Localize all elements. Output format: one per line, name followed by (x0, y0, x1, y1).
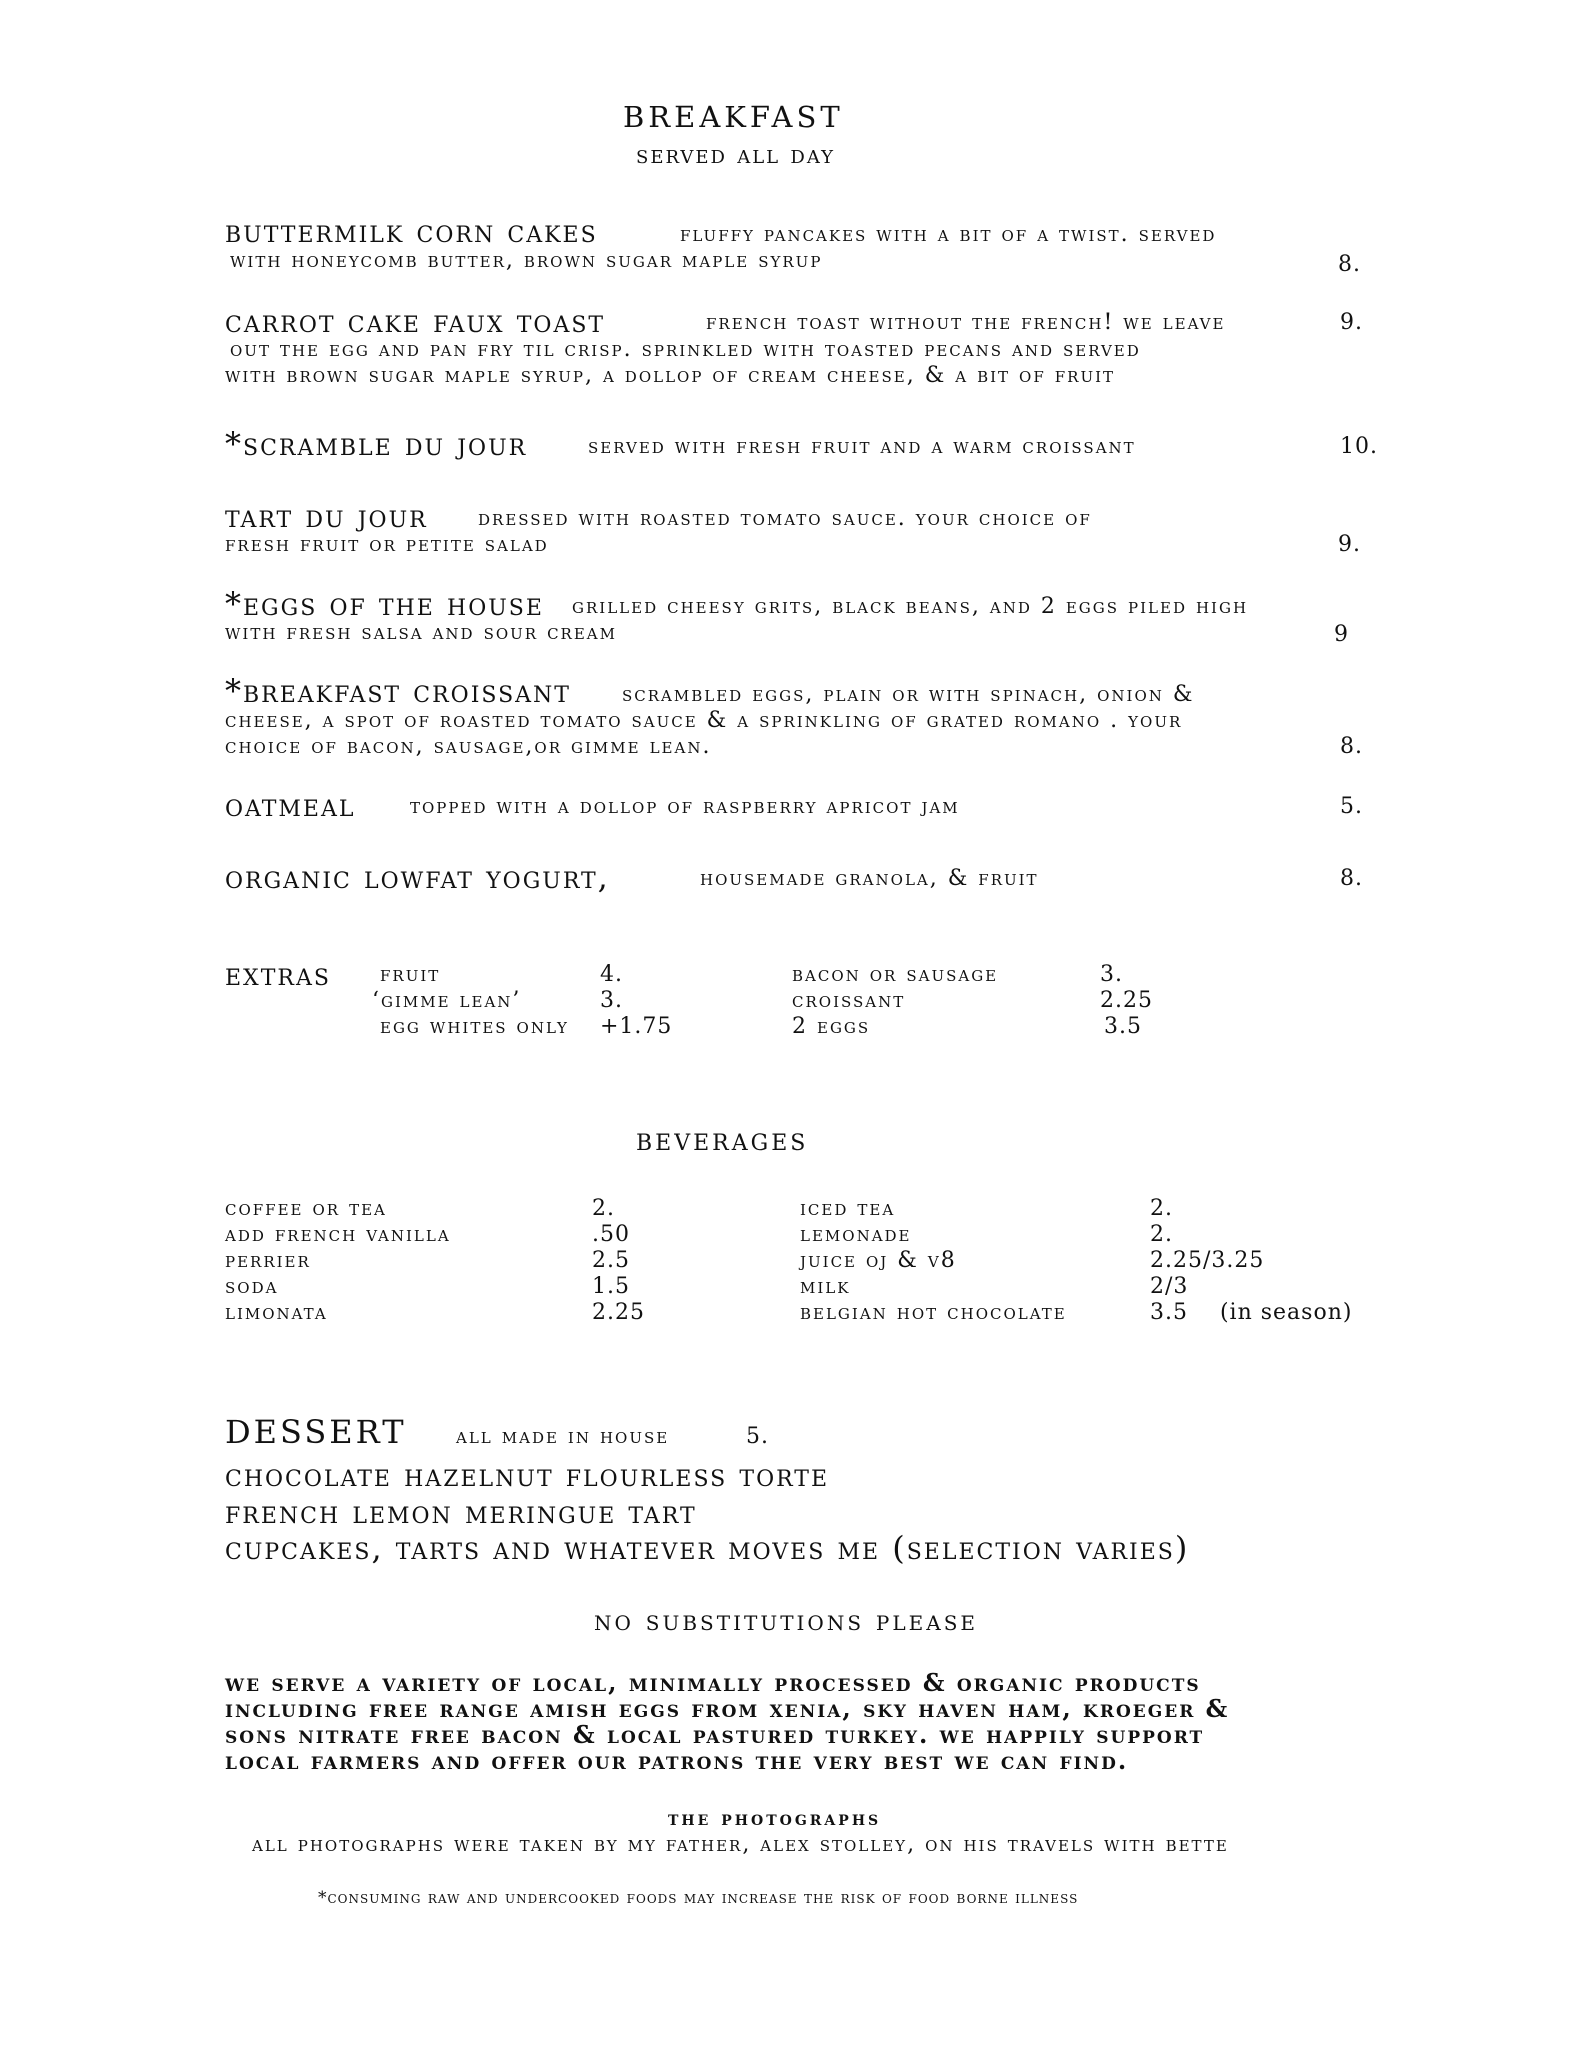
dessert-price: 5. (746, 1424, 769, 1449)
menu-item-desc: with brown sugar maple syrup, a dollop of cream cheese, & a bit of fruit (225, 363, 1116, 388)
dessert-item: chocolate hazelnut flourless torte (225, 1456, 830, 1494)
menu-item-name: tart du jour (225, 497, 428, 535)
breakfast-title: breakfast (623, 88, 844, 137)
local-notice-line: we serve a variety of local, minimally processed & organic products (225, 1668, 1201, 1697)
beverage-name: juice oj & v8 (800, 1248, 957, 1273)
local-notice-line: sons nitrate free bacon & local pastured turkey. we happily support (225, 1720, 1205, 1749)
menu-item-desc: housemade granola, & fruit (700, 866, 1039, 891)
menu-item-price: 9. (1340, 310, 1363, 335)
no-substitutions-notice: no substitutions please (594, 1604, 979, 1637)
extras-title: extras (225, 955, 331, 993)
menu-item-name: *eggs of the house (225, 585, 544, 623)
extras-item-name: ‘gimme lean’ (372, 988, 522, 1013)
breakfast-subtitle: served all day (636, 140, 835, 170)
beverage-name: perrier (225, 1248, 311, 1273)
menu-item-desc: french toast without the french! we leave (706, 310, 1226, 335)
beverage-price: .50 (592, 1222, 630, 1247)
menu-item-desc: served with fresh fruit and a warm croissant (588, 434, 1136, 459)
beverage-name: add french vanilla (225, 1222, 451, 1247)
beverage-name: milk (800, 1274, 851, 1299)
menu-item-desc: fluffy pancakes with a bit of a twist. served (680, 222, 1217, 247)
local-notice-line: local farmers and offer our patrons the very best we can find. (225, 1746, 1129, 1775)
beverage-name: lemonade (800, 1222, 912, 1247)
menu-item-name: *breakfast croissant (225, 672, 571, 710)
dessert-item: french lemon meringue tart (225, 1493, 697, 1531)
menu-item-name: *scramble du jour (225, 425, 528, 463)
beverages-title: beverages (636, 1120, 809, 1158)
beverage-price: 2/3 (1150, 1274, 1189, 1299)
menu-item-desc: out the egg and pan fry til crisp. sprinkled with toasted pecans and served (230, 337, 1141, 362)
menu-item-name: carrot cake faux toast (225, 302, 606, 340)
local-notice-line: including free range amish eggs from xenia, sky haven ham, kroeger & (225, 1694, 1230, 1723)
menu-item-desc: fresh fruit or petite salad (225, 532, 549, 557)
menu-item-name: oatmeal (225, 786, 356, 824)
extras-item-name: bacon or sausage (792, 962, 999, 987)
extras-item-price: 3.5 (1104, 1014, 1142, 1039)
menu-item-price: 8. (1338, 252, 1361, 277)
beverage-name: soda (225, 1274, 279, 1299)
dessert-title: dessert (225, 1400, 407, 1454)
menu-item-desc: grilled cheesy grits, black beans, and 2 eggs piled high (572, 594, 1249, 619)
menu-item-price: 8. (1340, 866, 1363, 891)
beverage-price: 2.5 (592, 1248, 630, 1273)
menu-item-price: 5. (1340, 794, 1363, 819)
beverage-name: iced tea (800, 1196, 896, 1221)
food-safety-disclaimer: *consuming raw and undercooked foods may increase the risk of food borne illness (318, 1888, 1079, 1908)
dessert-note: all made in house (456, 1424, 670, 1449)
extras-item-name: egg whites only (380, 1014, 569, 1039)
extras-item-name: fruit (380, 962, 441, 987)
extras-item-price: +1.75 (600, 1014, 673, 1039)
beverage-price: 2.25/3.25 (1150, 1248, 1265, 1273)
menu-item-desc: with honeycomb butter, brown sugar maple syrup (230, 248, 823, 273)
menu-item-price: 10. (1340, 434, 1378, 459)
extras-item-price: 2.25 (1100, 988, 1153, 1013)
beverage-name: limonata (225, 1300, 328, 1325)
photographs-title: the photographs (668, 1806, 882, 1830)
menu-item-desc: cheese, a spot of roasted tomato sauce & a sprinkling of grated romano . your (225, 708, 1183, 733)
beverage-name: coffee or tea (225, 1196, 387, 1221)
menu-item-desc: scrambled eggs, plain or with spinach, onion & (622, 682, 1195, 707)
menu-item-desc: choice of bacon, sausage,or gimme lean. (225, 734, 712, 759)
menu-item-price: 9. (1338, 532, 1361, 557)
extras-item-price: 4. (600, 962, 623, 987)
beverage-price: 2. (592, 1196, 615, 1221)
menu-item-desc: topped with a dollop of raspberry apricot jam (410, 794, 960, 819)
menu-item-desc: dressed with roasted tomato sauce. your choice of (478, 506, 1092, 531)
beverage-price: 1.5 (592, 1274, 630, 1299)
menu-item-name: buttermilk corn cakes (225, 212, 598, 250)
menu-item-price: 9 (1334, 622, 1349, 647)
extras-item-price: 3. (600, 988, 623, 1013)
extras-item-price: 3. (1100, 962, 1123, 987)
beverage-price: 2.25 (592, 1300, 645, 1325)
menu-item-price: 8. (1340, 734, 1363, 759)
extras-item-name: 2 eggs (792, 1014, 871, 1039)
beverage-price: 2. (1150, 1222, 1173, 1247)
beverage-name: belgian hot chocolate (800, 1300, 1067, 1325)
beverage-price: 3.5 (in season) (1150, 1300, 1353, 1325)
menu-item-desc: with fresh salsa and sour cream (225, 620, 617, 645)
beverage-price: 2. (1150, 1196, 1173, 1221)
extras-item-name: croissant (792, 988, 906, 1013)
photographs-text: all photographs were taken by my father, alex stolley, on his travels with bette (252, 1832, 1229, 1857)
dessert-item: cupcakes, tarts and whatever moves me (selection varies) (225, 1529, 1190, 1567)
menu-item-name: organic lowfat yogurt, (225, 858, 610, 896)
